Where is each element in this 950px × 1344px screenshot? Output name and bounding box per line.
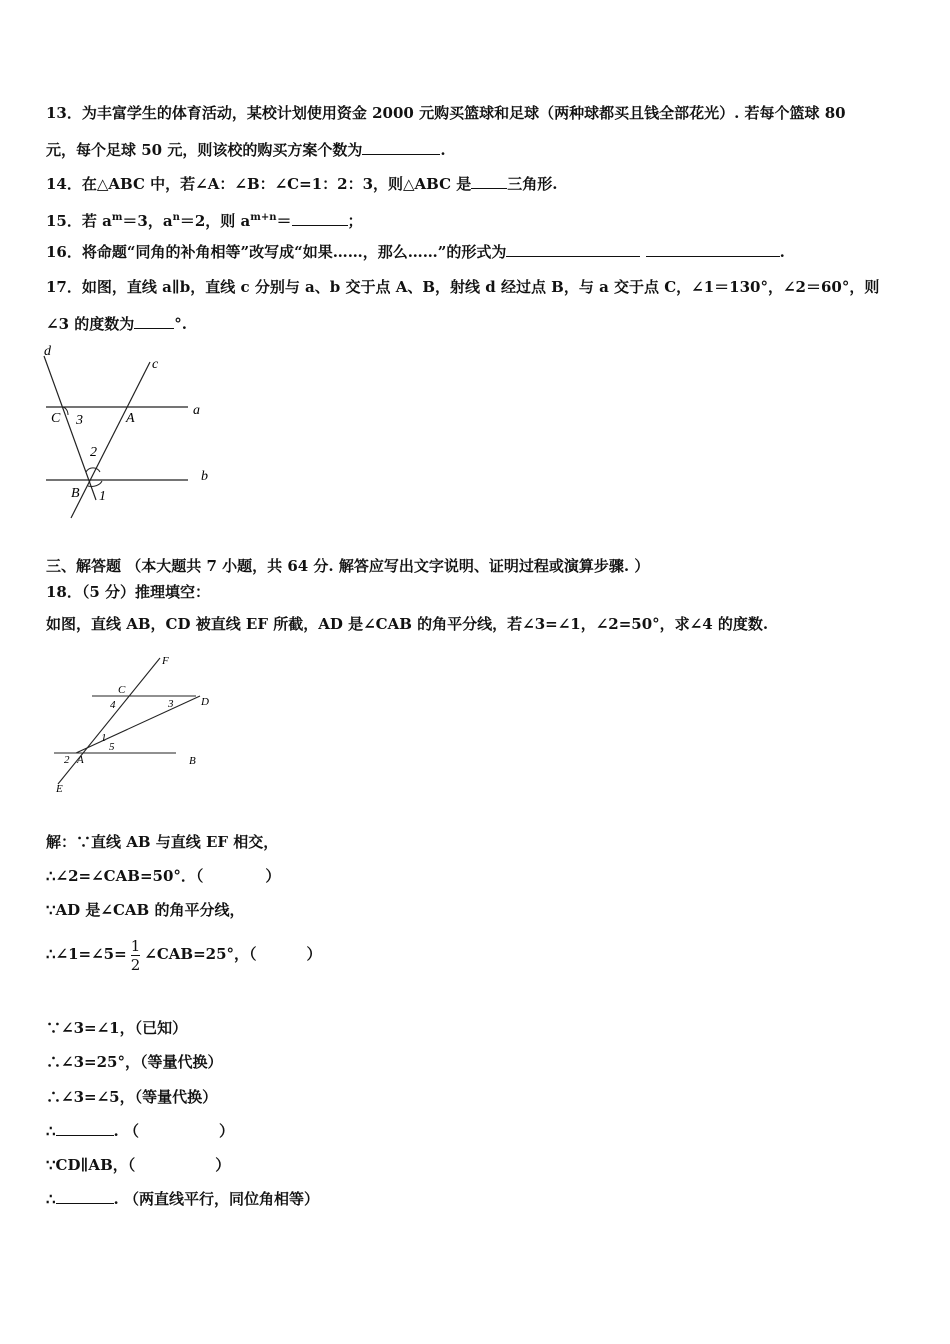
solution-step-9-text: ∵CD∥AB，（ [46,1156,136,1174]
solution-step-8 [46,1121,234,1141]
q18-figure [46,650,226,800]
solution-step-1: 解：∵直线 AB 与直线 EF 相交， [46,833,279,851]
q15-line [46,208,363,231]
label-b: b [201,469,208,484]
label-d: d [44,344,51,359]
answer-blank[interactable] [56,1189,114,1204]
solution-step-4-end: ） [306,945,322,963]
label-5: 5 [109,741,115,753]
ray-d [44,356,96,500]
label-C: C [118,684,126,696]
segment-AD [76,696,200,753]
q14-text: 14．在△ABC 中，若∠A：∠B：∠C=1：2：3，则△ABC 是 [46,175,472,193]
label-c: c [152,357,159,372]
label-1: 1 [99,489,106,504]
solution-step-2 [46,866,280,886]
solution-step-10-post: . （两直线平行，同位角相等） [113,1190,319,1208]
label-B: B [71,486,80,501]
label-A: A [126,411,135,426]
solution-step-7: ∴∠3=∠5，（等量代换） [46,1088,218,1106]
solution-step-8-pre: ∴ [46,1122,56,1140]
label-E: E [56,783,63,795]
solution-step-5: ∵∠3=∠1，（已知） [46,1019,188,1037]
q14-line [46,174,558,194]
q15-p4: ＝ [276,212,292,230]
solution-step-4-pre: ∴∠1=∠5= [46,945,127,963]
solution-step-2-text: ∴∠2=∠CAB=50°．（ [46,867,204,885]
answer-blank[interactable] [292,211,348,226]
label-C: C [51,411,61,426]
answer-blank[interactable] [56,1121,114,1136]
q16-text: 16．将命题“同角的补角相等”改写成“如果……，那么……”的形式为 [46,243,507,261]
q15-sup3: m+n [250,212,277,223]
q17-line1: 17．如图，直线 a∥b，直线 c 分别与 a、b 交于点 A、B，射线 d 经过点 B，与 a 交于点 C，∠1＝130°，∠2＝60°，则 [46,278,880,296]
answer-blank-then[interactable] [646,242,780,257]
solution-step-6: ∴∠3=25°，（等量代换） [46,1053,223,1071]
q14-end: 三角形. [507,175,558,193]
label-A: A [77,754,84,766]
label-B: B [189,755,196,767]
label-a: a [193,403,200,418]
answer-blank[interactable] [471,174,507,189]
answer-blank[interactable] [362,140,440,155]
q16-line [46,242,785,262]
solution-step-9-end: ） [215,1156,231,1174]
solution-step-9 [46,1155,230,1175]
q15-p1: 15．若 a [46,212,112,230]
q17-line2-text: ∠3 的度数为 [46,315,135,333]
q15-end: ； [347,212,363,230]
answer-blank-if[interactable] [506,242,640,257]
q13-line1: 13．为丰富学生的体育活动，某校计划使用资金 2000 元购买篮球和足球（两种球都买且钱全部花光）. 若每个篮球 80 [46,104,846,122]
q17-line2-end: °. [174,315,187,333]
solution-step-4 [46,936,322,974]
q18-head: 18．（5 分）推理填空： [46,583,211,601]
label-3: 3 [76,413,83,428]
solution-step-8-end: ） [219,1122,235,1140]
fraction-one-half [131,937,141,974]
solution-step-4-post: ∠CAB=25°，（ [144,945,257,963]
q13-line2-end: . [440,141,446,159]
q13-line2 [46,140,446,160]
q15-p3: ＝2，则 a [179,212,251,230]
angle-2-arc [86,468,100,472]
q15-p2: ＝3，a [122,212,173,230]
solution-step-10 [46,1189,319,1209]
label-3: 3 [168,698,174,710]
solution-step-8-mid: . （ [113,1122,139,1140]
label-D: D [201,696,209,708]
label-4: 4 [110,699,116,711]
q17-figure [38,340,228,525]
q16-end: . [779,243,785,261]
label-2: 2 [90,445,97,460]
q17-line2 [46,314,187,334]
line-c [71,362,150,518]
section3-title: 三、解答题 （本大题共 7 小题，共 64 分. 解答应写出文字说明、证明过程或演算步骤. ） [46,557,650,575]
fraction-numerator: 1 [130,936,141,955]
q15-sup1: m [111,212,123,223]
q13-line2-text: 元，每个足球 50 元，则该校的购买方案个数为 [46,141,363,159]
label-2: 2 [64,754,70,766]
label-F: F [162,655,169,667]
answer-blank[interactable] [134,314,174,329]
solution-step-10-pre: ∴ [46,1190,56,1208]
q18-stem: 如图，直线 AB，CD 被直线 EF 所截，AD 是∠CAB 的角平分线，若∠3=∠1，∠2=50°，求∠4 的度数. [46,615,769,633]
fraction-denominator: 2 [130,955,141,974]
label-1: 1 [101,732,107,744]
solution-step-2-end: ） [265,867,281,885]
solution-step-3: ∵AD 是∠CAB 的角平分线， [46,901,245,919]
q15-sup2: n [172,212,180,223]
